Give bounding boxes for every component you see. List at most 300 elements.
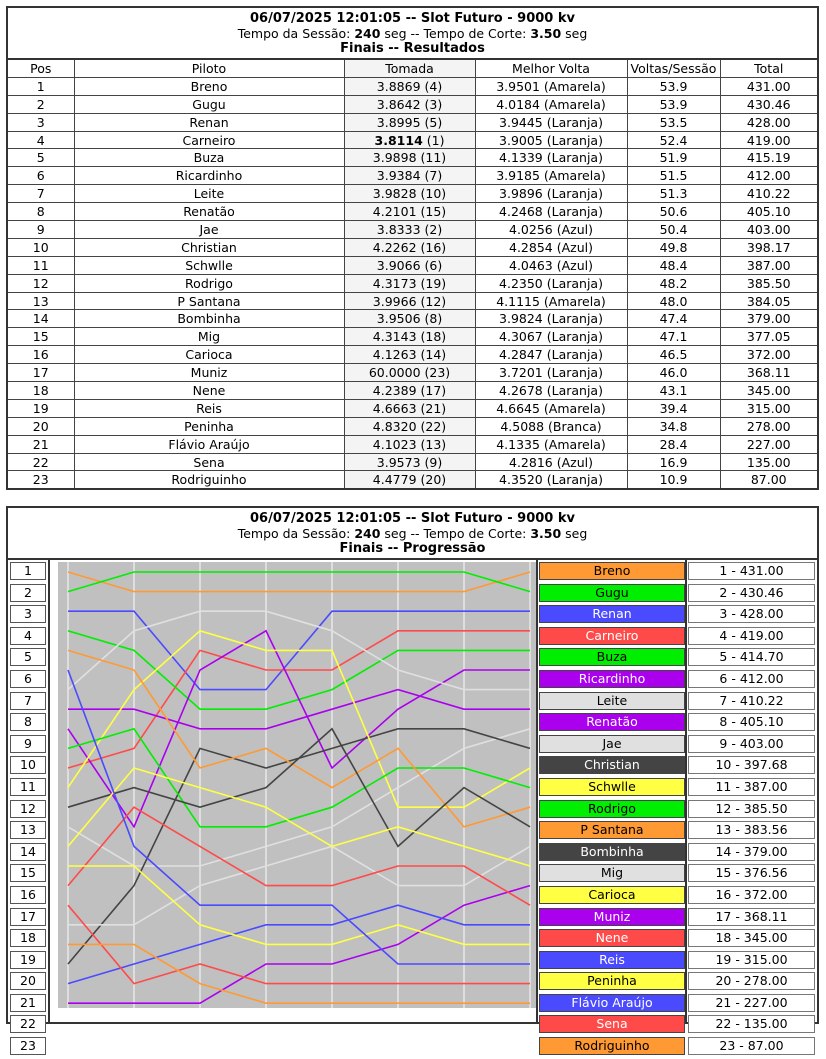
legend-entry: Nene: [539, 929, 685, 947]
cell-total: 227.00: [720, 435, 817, 453]
cell-total: 315.00: [720, 399, 817, 417]
table-row: [8, 417, 817, 435]
table-row: [8, 95, 817, 113]
table-row: [8, 113, 817, 131]
cell-pos: 5: [8, 149, 74, 167]
table-row: [8, 131, 817, 149]
legend-entry: Gugu: [539, 584, 685, 602]
cell-pos: 17: [8, 364, 74, 382]
cell-piloto: Reis: [74, 399, 344, 417]
cell-tomada: [344, 328, 475, 346]
table-row: [8, 292, 817, 310]
cell-tomada: [344, 256, 475, 274]
cell-melhor-volta: 4.0256 (Azul): [475, 221, 627, 239]
cell-pos: 7: [8, 185, 74, 203]
progression-body: [8, 560, 817, 1054]
cell-voltas: 39.4: [627, 399, 720, 417]
cell-voltas: 53.5: [627, 113, 720, 131]
tomada-rank: (11): [416, 150, 447, 166]
tomada-rank: (19): [416, 275, 447, 291]
results-body: [8, 77, 817, 488]
legend-entry: Carneiro: [539, 627, 685, 645]
tomada-rank: (13): [416, 436, 447, 452]
y-tick-label: 14: [10, 843, 46, 861]
tomada-rank: (17): [416, 382, 447, 398]
tomada-rank: (4): [420, 78, 443, 94]
y-tick-label: 8: [10, 713, 46, 731]
session-unit-2: seg -- Tempo de Corte:: [380, 526, 531, 541]
tomada-rank: (12): [416, 293, 447, 309]
tomada-rank: (1): [422, 132, 445, 148]
score-entry: 7 - 410.22: [688, 692, 815, 710]
tomada-rank: (10): [416, 186, 447, 202]
cell-pos: 12: [8, 274, 74, 292]
cell-melhor-volta: 3.9445 (Laranja): [475, 113, 627, 131]
cell-total: 412.00: [720, 167, 817, 185]
cut-unit: seg: [561, 26, 588, 41]
tomada-rank: (8): [420, 311, 443, 327]
cell-pos: 8: [8, 203, 74, 221]
col-total: Total: [720, 60, 817, 77]
progression-header: [8, 508, 817, 560]
tomada-time: 4.1263: [372, 347, 417, 363]
legend-entry: Renatão: [539, 713, 685, 731]
cell-piloto: Peninha: [74, 417, 344, 435]
cell-pos: 11: [8, 256, 74, 274]
cell-melhor-volta: 4.1339 (Laranja): [475, 149, 627, 167]
legend-entry: Muniz: [539, 908, 685, 926]
legend-entry: Rodriguinho: [539, 1037, 685, 1055]
session-info-2: [8, 526, 817, 541]
cell-voltas: 16.9: [627, 453, 720, 471]
legend-entry: Mig: [539, 864, 685, 882]
cell-voltas: 53.9: [627, 95, 720, 113]
legend-entry: P Santana: [539, 821, 685, 839]
cell-piloto: Breno: [74, 77, 344, 95]
cell-tomada: [344, 292, 475, 310]
chart-area: [50, 560, 536, 1020]
legend-entry: Carioca: [539, 886, 685, 904]
y-tick-label: 22: [10, 1015, 46, 1033]
tomada-time: 4.6663: [372, 400, 417, 416]
results-header-row: [8, 60, 817, 77]
cell-pos: 3: [8, 113, 74, 131]
tomada-time: 4.2262: [372, 239, 417, 255]
legend-entry: Ricardinho: [539, 670, 685, 688]
table-row: [8, 238, 817, 256]
y-tick-label: 15: [10, 864, 46, 882]
cell-tomada: [344, 382, 475, 400]
table-row: [8, 399, 817, 417]
event-title: 06/07/2025 12:01:05 -- Slot Futuro - 9000 kv: [250, 11, 575, 26]
cell-total: 387.00: [720, 256, 817, 274]
cell-voltas: 10.9: [627, 471, 720, 488]
cell-tomada: [344, 95, 475, 113]
table-row: [8, 274, 817, 292]
cell-melhor-volta: 3.9501 (Amarela): [475, 77, 627, 95]
cell-pos: 6: [8, 167, 74, 185]
cell-melhor-volta: 4.2854 (Azul): [475, 238, 627, 256]
cell-total: 368.11: [720, 364, 817, 382]
cell-total: 345.00: [720, 382, 817, 400]
cell-tomada: [344, 471, 475, 488]
cell-melhor-volta: 4.6645 (Amarela): [475, 399, 627, 417]
cell-total: 278.00: [720, 417, 817, 435]
cell-piloto: Renatão: [74, 203, 344, 221]
cell-melhor-volta: 4.2468 (Laranja): [475, 203, 627, 221]
cell-piloto: Bombinha: [74, 310, 344, 328]
cell-piloto: Carioca: [74, 346, 344, 364]
cell-total: 135.00: [720, 453, 817, 471]
table-row: [8, 471, 817, 488]
cell-tomada: [344, 310, 475, 328]
legend: [539, 562, 685, 1059]
y-tick-label: 18: [10, 929, 46, 947]
score-entry: 11 - 387.00: [688, 778, 815, 796]
y-tick-label: 9: [10, 735, 46, 753]
cell-tomada: [344, 113, 475, 131]
table-row: [8, 149, 817, 167]
cell-total: 410.22: [720, 185, 817, 203]
table-row: [8, 435, 817, 453]
score-entry: 15 - 376.56: [688, 864, 815, 882]
legend-entry: Peninha: [539, 972, 685, 990]
score-entry: 3 - 428.00: [688, 605, 815, 623]
cell-voltas: 51.3: [627, 185, 720, 203]
cell-voltas: 46.5: [627, 346, 720, 364]
tomada-rank: (9): [420, 454, 443, 470]
score-entry: 17 - 368.11: [688, 908, 815, 926]
col-pos: Pos: [8, 60, 74, 77]
cell-tomada: [344, 274, 475, 292]
y-tick-label: 12: [10, 800, 46, 818]
table-row: [8, 77, 817, 95]
progression-chart: [52, 562, 536, 1014]
cut-value: 3.50: [530, 26, 562, 41]
cell-voltas: 49.8: [627, 238, 720, 256]
score-entry: 4 - 419.00: [688, 627, 815, 645]
cell-pos: 23: [8, 471, 74, 488]
score-entry: 23 - 87.00: [688, 1037, 815, 1055]
y-tick-label: 13: [10, 821, 46, 839]
legend-entry: Schwlle: [539, 778, 685, 796]
col-piloto: Piloto: [74, 60, 344, 77]
col-voltas-sessao: Voltas/Sessão: [627, 60, 720, 77]
cell-tomada: [344, 77, 475, 95]
cell-piloto: Sena: [74, 453, 344, 471]
cell-total: 428.00: [720, 113, 817, 131]
tomada-time: 3.9573: [376, 454, 421, 470]
score-entry: 18 - 345.00: [688, 929, 815, 947]
cell-piloto: P Santana: [74, 292, 344, 310]
results-panel: [6, 6, 819, 490]
cell-pos: 4: [8, 131, 74, 149]
score-entry: 19 - 315.00: [688, 951, 815, 969]
y-tick-label: 23: [10, 1037, 46, 1055]
legend-entry: Reis: [539, 951, 685, 969]
cell-total: 430.46: [720, 95, 817, 113]
score-entry: 5 - 414.70: [688, 648, 815, 666]
cell-melhor-volta: 3.9824 (Laranja): [475, 310, 627, 328]
cell-piloto: Buza: [74, 149, 344, 167]
cell-voltas: 51.9: [627, 149, 720, 167]
tomada-time: 3.8333: [376, 221, 421, 237]
cell-melhor-volta: 3.9896 (Laranja): [475, 185, 627, 203]
cell-piloto: Leite: [74, 185, 344, 203]
session-value-2: 240: [354, 526, 381, 541]
table-row: [8, 453, 817, 471]
legend-entry: Rodrigo: [539, 800, 685, 818]
cell-melhor-volta: 4.1115 (Amarela): [475, 292, 627, 310]
y-tick-label: 10: [10, 756, 46, 774]
cell-total: 384.05: [720, 292, 817, 310]
score-entry: 20 - 278.00: [688, 972, 815, 990]
tomada-time: 3.8642: [376, 96, 421, 112]
tomada-time: 60.0000: [368, 365, 421, 381]
cell-total: 377.05: [720, 328, 817, 346]
tomada-time: 3.8114: [374, 132, 423, 148]
cell-pos: 2: [8, 95, 74, 113]
cut-value-2: 3.50: [530, 526, 562, 541]
cell-tomada: [344, 364, 475, 382]
tomada-time: 4.8320: [372, 418, 417, 434]
tomada-rank: (22): [416, 418, 447, 434]
cell-voltas: 47.1: [627, 328, 720, 346]
cell-melhor-volta: 4.0184 (Amarela): [475, 95, 627, 113]
score-entry: 13 - 383.56: [688, 821, 815, 839]
cell-piloto: Carneiro: [74, 131, 344, 149]
cell-pos: 15: [8, 328, 74, 346]
tomada-rank: (2): [420, 221, 443, 237]
legend-entry: Renan: [539, 605, 685, 623]
cell-voltas: 47.4: [627, 310, 720, 328]
legend-entry: Leite: [539, 692, 685, 710]
table-row: [8, 256, 817, 274]
table-row: [8, 364, 817, 382]
cell-total: 385.50: [720, 274, 817, 292]
tomada-time: 3.9966: [372, 293, 417, 309]
y-tick-label: 6: [10, 670, 46, 688]
rank-axis: [10, 562, 48, 1059]
divider: [685, 560, 687, 1022]
cell-piloto: Ricardinho: [74, 167, 344, 185]
cell-piloto: Rodrigo: [74, 274, 344, 292]
session-unit: seg -- Tempo de Corte:: [380, 26, 531, 41]
cell-melhor-volta: 4.3520 (Laranja): [475, 471, 627, 488]
y-tick-label: 19: [10, 951, 46, 969]
score-entry: 21 - 227.00: [688, 994, 815, 1012]
cell-melhor-volta: 4.2678 (Laranja): [475, 382, 627, 400]
tomada-rank: (21): [416, 400, 447, 416]
cell-voltas: 48.2: [627, 274, 720, 292]
cell-piloto: Rodriguinho: [74, 471, 344, 488]
score-entry: 14 - 379.00: [688, 843, 815, 861]
cell-pos: 10: [8, 238, 74, 256]
cell-pos: 20: [8, 417, 74, 435]
y-tick-label: 5: [10, 648, 46, 666]
cell-total: 372.00: [720, 346, 817, 364]
cell-total: 87.00: [720, 471, 817, 488]
progression-title: Finais -- Progressão: [339, 541, 486, 556]
score-entry: 22 - 135.00: [688, 1015, 815, 1033]
y-tick-label: 20: [10, 972, 46, 990]
cell-total: 431.00: [720, 77, 817, 95]
cell-melhor-volta: 4.3067 (Laranja): [475, 328, 627, 346]
cell-pos: 16: [8, 346, 74, 364]
cell-tomada: [344, 399, 475, 417]
cell-voltas: 34.8: [627, 417, 720, 435]
tomada-time: 4.4779: [372, 472, 417, 488]
table-row: [8, 185, 817, 203]
cell-voltas: 50.4: [627, 221, 720, 239]
cell-pos: 1: [8, 77, 74, 95]
table-row: [8, 310, 817, 328]
cell-voltas: 46.0: [627, 364, 720, 382]
cell-pos: 19: [8, 399, 74, 417]
cut-unit-2: seg: [561, 526, 588, 541]
tomada-rank: (23): [420, 365, 451, 381]
y-tick-label: 1: [10, 562, 46, 580]
tomada-time: 4.1023: [372, 436, 417, 452]
score-list: [688, 562, 815, 1059]
cell-pos: 14: [8, 310, 74, 328]
cell-voltas: 43.1: [627, 382, 720, 400]
cell-tomada: [344, 221, 475, 239]
cell-tomada: [344, 185, 475, 203]
y-tick-label: 11: [10, 778, 46, 796]
cell-melhor-volta: 4.0463 (Azul): [475, 256, 627, 274]
cell-melhor-volta: 3.9185 (Amarela): [475, 167, 627, 185]
cell-tomada: [344, 238, 475, 256]
y-tick-label: 16: [10, 886, 46, 904]
legend-entry: Buza: [539, 648, 685, 666]
tomada-time: 3.8869: [376, 78, 421, 94]
score-entry: 1 - 431.00: [688, 562, 815, 580]
tomada-time: 3.9828: [372, 186, 417, 202]
legend-entry: Christian: [539, 756, 685, 774]
cell-tomada: [344, 435, 475, 453]
score-entry: 9 - 403.00: [688, 735, 815, 753]
cell-pos: 18: [8, 382, 74, 400]
cell-piloto: Nene: [74, 382, 344, 400]
y-tick-label: 4: [10, 627, 46, 645]
cell-tomada: [344, 417, 475, 435]
cell-tomada: [344, 167, 475, 185]
tomada-time: 3.9506: [376, 311, 421, 327]
cell-melhor-volta: 4.5088 (Branca): [475, 417, 627, 435]
cell-voltas: 53.9: [627, 77, 720, 95]
y-tick-label: 7: [10, 692, 46, 710]
cell-voltas: 50.6: [627, 203, 720, 221]
legend-entry: Flávio Araújo: [539, 994, 685, 1012]
cell-piloto: Mig: [74, 328, 344, 346]
y-tick-label: 2: [10, 584, 46, 602]
cell-voltas: 28.4: [627, 435, 720, 453]
cell-melhor-volta: 4.2847 (Laranja): [475, 346, 627, 364]
col-melhor-volta: Melhor Volta: [475, 60, 627, 77]
col-tomada: Tomada: [344, 60, 475, 77]
cell-voltas: 48.4: [627, 256, 720, 274]
tomada-time: 4.3173: [372, 275, 417, 291]
cell-total: 403.00: [720, 221, 817, 239]
cell-pos: 22: [8, 453, 74, 471]
tomada-rank: (6): [420, 257, 443, 273]
cell-total: 379.00: [720, 310, 817, 328]
table-row: [8, 328, 817, 346]
tomada-time: 3.9066: [376, 257, 421, 273]
y-tick-label: 17: [10, 908, 46, 926]
results-title: Finais -- Resultados: [340, 41, 485, 56]
session-label: Tempo da Sessão:: [237, 26, 355, 41]
cell-piloto: Schwlle: [74, 256, 344, 274]
legend-entry: Breno: [539, 562, 685, 580]
cell-tomada: [344, 131, 475, 149]
event-title-2: 06/07/2025 12:01:05 -- Slot Futuro - 9000 kv: [250, 511, 575, 526]
tomada-rank: (3): [420, 96, 443, 112]
table-row: [8, 221, 817, 239]
cell-pos: 21: [8, 435, 74, 453]
tomada-time: 4.2389: [372, 382, 417, 398]
y-tick-label: 3: [10, 605, 46, 623]
tomada-rank: (7): [420, 168, 443, 184]
progression-panel: [6, 506, 819, 1054]
session-info: [8, 26, 817, 41]
cell-total: 398.17: [720, 238, 817, 256]
legend-entry: Bombinha: [539, 843, 685, 861]
tomada-rank: (14): [416, 347, 447, 363]
y-tick-label: 21: [10, 994, 46, 1012]
cell-melhor-volta: 3.7201 (Laranja): [475, 364, 627, 382]
cell-total: 405.10: [720, 203, 817, 221]
score-entry: 6 - 412.00: [688, 670, 815, 688]
results-table: [8, 60, 817, 488]
session-label-2: Tempo da Sessão:: [237, 526, 355, 541]
legend-entry: Sena: [539, 1015, 685, 1033]
cell-melhor-volta: 3.9005 (Laranja): [475, 131, 627, 149]
score-entry: 10 - 397.68: [688, 756, 815, 774]
cell-piloto: Renan: [74, 113, 344, 131]
table-row: [8, 346, 817, 364]
table-row: [8, 382, 817, 400]
cell-pos: 9: [8, 221, 74, 239]
tomada-rank: (15): [416, 204, 447, 220]
score-entry: 2 - 430.46: [688, 584, 815, 602]
cell-tomada: [344, 453, 475, 471]
cell-piloto: Gugu: [74, 95, 344, 113]
cell-melhor-volta: 4.2816 (Azul): [475, 453, 627, 471]
session-value: 240: [354, 26, 381, 41]
tomada-time: 4.2101: [372, 204, 417, 220]
score-entry: 8 - 405.10: [688, 713, 815, 731]
cell-tomada: [344, 346, 475, 364]
results-header: [8, 8, 817, 60]
cell-total: 419.00: [720, 131, 817, 149]
tomada-rank: (18): [416, 329, 447, 345]
cell-voltas: 51.5: [627, 167, 720, 185]
cell-melhor-volta: 4.2350 (Laranja): [475, 274, 627, 292]
cell-piloto: Muniz: [74, 364, 344, 382]
tomada-rank: (5): [420, 114, 443, 130]
tomada-time: 3.9898: [372, 150, 417, 166]
tomada-time: 3.8995: [376, 114, 421, 130]
score-entry: 12 - 385.50: [688, 800, 815, 818]
cell-voltas: 52.4: [627, 131, 720, 149]
cell-tomada: [344, 203, 475, 221]
cell-voltas: 48.0: [627, 292, 720, 310]
tomada-time: 3.9384: [376, 168, 421, 184]
table-row: [8, 167, 817, 185]
legend-entry: Jae: [539, 735, 685, 753]
